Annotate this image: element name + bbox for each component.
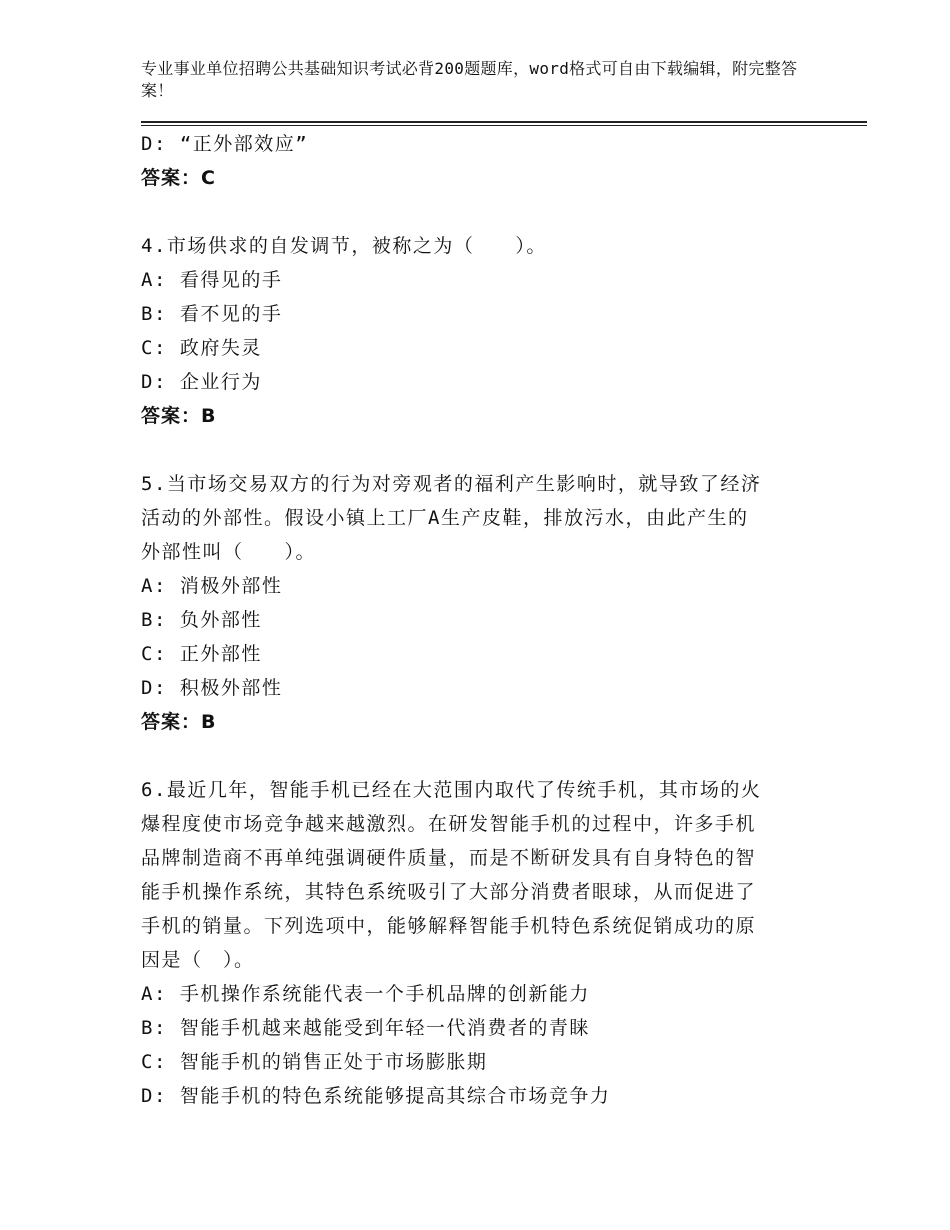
question-text-line-1: 6.最近几年，智能手机已经在大范围内取代了传统手机，其市场的火: [141, 779, 762, 801]
spacer: [141, 739, 801, 773]
option-d: D: 积极外部性: [141, 677, 283, 699]
option-b: B: 智能手机越来越能受到年轻一代消费者的青睐: [141, 1017, 590, 1039]
option-c: C: 智能手机的销售正处于市场膨胀期: [141, 1051, 488, 1073]
option-a: A: 手机操作系统能代表一个手机品牌的创新能力: [141, 983, 590, 1005]
option-d: D: 智能手机的特色系统能够提高其综合市场竞争力: [141, 1085, 611, 1107]
prev-option-d: D: “正外部效应”: [141, 133, 309, 155]
option-c: C: 政府失灵: [141, 337, 262, 359]
question-text-line-6: 因是（ ）。: [141, 949, 255, 971]
question-text-line-4: 能手机操作系统，其特色系统吸引了大部分消费者眼球，从而促进了: [141, 881, 757, 903]
option-d: D: 企业行为: [141, 371, 262, 393]
question-text-line-3: 外部性叫（ ）。: [141, 541, 317, 563]
question-text-line-1: 5.当市场交易双方的行为对旁观者的福利产生影响时，就导致了经济: [141, 473, 762, 495]
option-b: B: 负外部性: [141, 609, 262, 631]
header-rule-thin: [141, 125, 867, 126]
answer: 答案：B: [141, 405, 217, 427]
question-4: [141, 229, 801, 433]
spacer: [141, 195, 801, 229]
question-text-line-2: 活动的外部性。假设小镇上工厂A生产皮鞋，排放污水，由此产生的: [141, 507, 749, 529]
spacer: [141, 433, 801, 467]
question-text-line-2: 爆程度使市场竞争越来越激烈。在研发智能手机的过程中，许多手机: [141, 813, 757, 835]
question-text: 4.市场供求的自发调节，被称之为（ ）。: [141, 235, 547, 257]
option-c: C: 正外部性: [141, 643, 262, 665]
prev-answer: 答案：C: [141, 167, 216, 189]
question-text-line-5: 手机的销量。下列选项中，能够解释智能手机特色系统促销成功的原: [141, 915, 757, 937]
document-body: [141, 127, 801, 1113]
option-a: A: 看得见的手: [141, 269, 283, 291]
header-rule-thick: [141, 121, 867, 123]
document-header: 专业事业单位招聘公共基础知识考试必背200题题库，word格式可自由下载编辑，附完整答案！: [141, 59, 798, 100]
option-a: A: 消极外部性: [141, 575, 283, 597]
question-6: [141, 773, 801, 1113]
question-text-line-3: 品牌制造商不再单纯强调硬件质量，而是不断研发具有自身特色的智: [141, 847, 757, 869]
option-b: B: 看不见的手: [141, 303, 283, 325]
question-5: [141, 467, 801, 739]
answer: 答案：B: [141, 711, 217, 733]
